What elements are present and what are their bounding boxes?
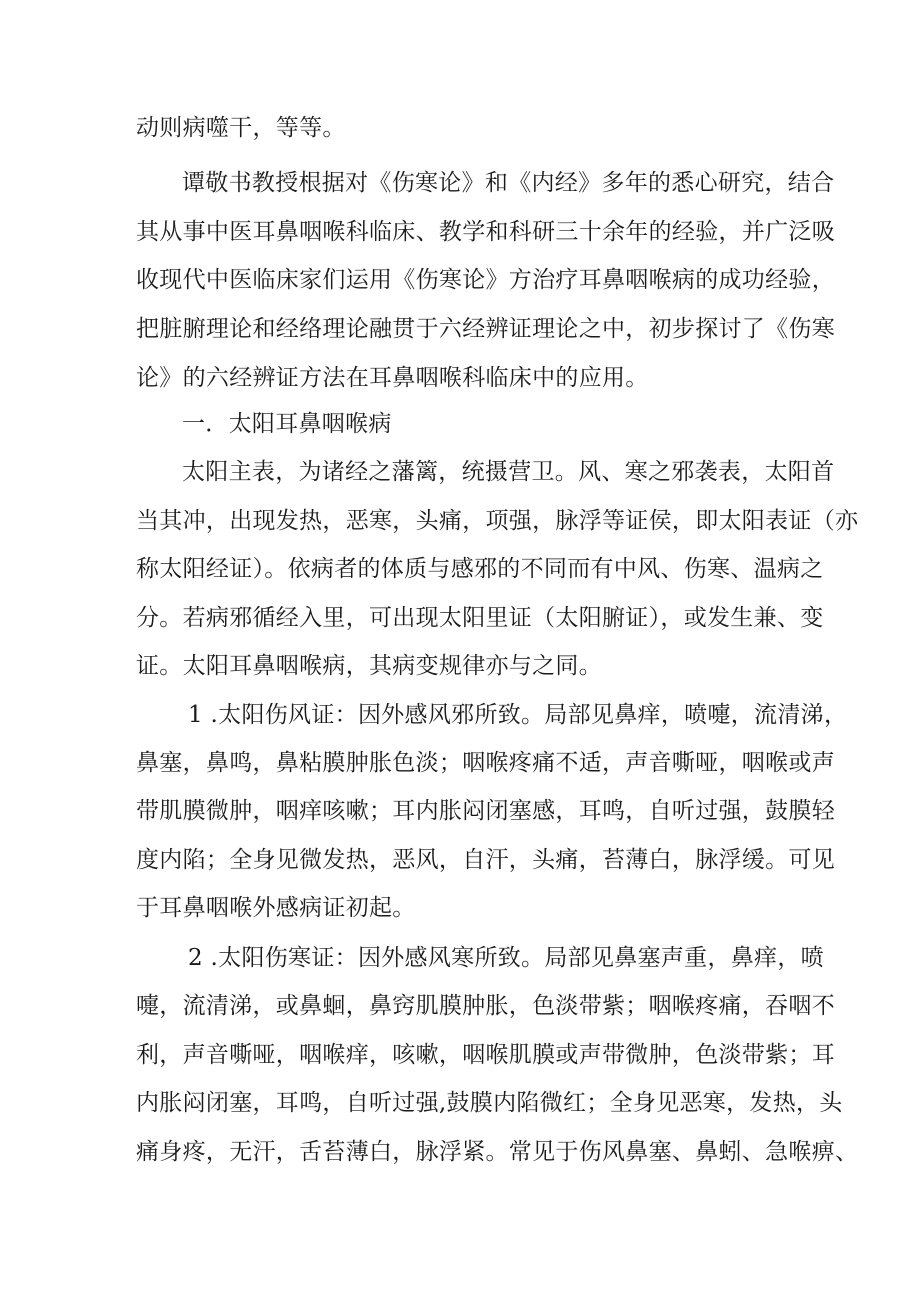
text-line-2: 谭敬书教授根据对《伤寒论》和《内经》多年的悉心研究，结合 (182, 170, 835, 196)
text-line-1: 动则病噬干，等等。 (136, 115, 346, 141)
text-line-16: 度内陷；全身见微发热，恶风，自汗，头痛，苔薄白，脉浮缓。可见 (136, 847, 835, 873)
text-line-14: 鼻塞，鼻鸣，鼻粘膜肿胀色淡；咽喉疼痛不适，声音嘶哑，咽喉或声 (136, 750, 835, 776)
text-line-22: 痛身疼，无汗，舌苔薄白，脉浮紧。常见于伤风鼻塞、鼻蚓、急喉痹、 (136, 1139, 859, 1165)
text-line-15: 带肌膜微肿，咽痒咳嗽；耳内胀闷闭塞感，耳鸣，自听过强，鼓膜轻 (136, 798, 835, 824)
text-line-18: 2 .太阳伤寒证：因外感风寒所致。局部见鼻塞声重，鼻痒，喷 (188, 945, 824, 971)
text-line-9: 当其冲，出现发热，恶寒，头痛，项强，脉浮等证侯，即太阳表证（亦 (136, 508, 859, 534)
text-line-5: 把脏腑理论和经络理论融贯于六经辨证理论之中，初步探讨了《伤寒 (136, 316, 835, 342)
text-line-4: 收现代中医临床家们运用《伤寒论》方治疗耳鼻咽喉病的成功经验， (136, 267, 835, 293)
text-line-10: 称太阳经证）。依病者的体质与感邪的不同而有中风、伤寒、温病之 (136, 556, 824, 582)
text-line-12: 证。太阳耳鼻咽喉病，其病变规律亦与之同。 (136, 653, 602, 679)
text-line-19: 嚏，流清涕，或鼻蛔，鼻窍肌膜肿胀，色淡带紫；咽喉疼痛，吞咽不 (136, 993, 835, 1019)
text-line-6: 论》的六经辨证方法在耳鼻咽喉科临床中的应用。 (136, 365, 649, 391)
text-line-21: 内胀闷闭塞，耳鸣，自听过强,鼓膜内陷微红；全身见恶寒，发热，头 (136, 1090, 843, 1116)
text-line-13: 1 .太阳伤风证：因外感风邪所致。局部见鼻痒，喷嚏，流清涕， (188, 702, 848, 728)
section-heading: 一．太阳耳鼻咽喉病 (182, 411, 392, 437)
text-line-8: 太阳主表，为诸经之藩篱，统摄营卫。风、寒之邪袭表，太阳首 (182, 459, 835, 485)
text-line-17: 于耳鼻咽喉外感病证初起。 (136, 895, 416, 921)
text-line-3: 其从事中医耳鼻咽喉科临床、教学和科研三十余年的经验，并广泛吸 (136, 219, 835, 245)
text-line-11: 分。若病邪循经入里，可出现太阳里证（太阳腑证），或发生兼、变 (136, 605, 824, 631)
text-line-20: 利，声音嘶哑，咽喉痒，咳嗽，咽喉肌膜或声带微肿，色淡带紫；耳 (136, 1042, 835, 1068)
